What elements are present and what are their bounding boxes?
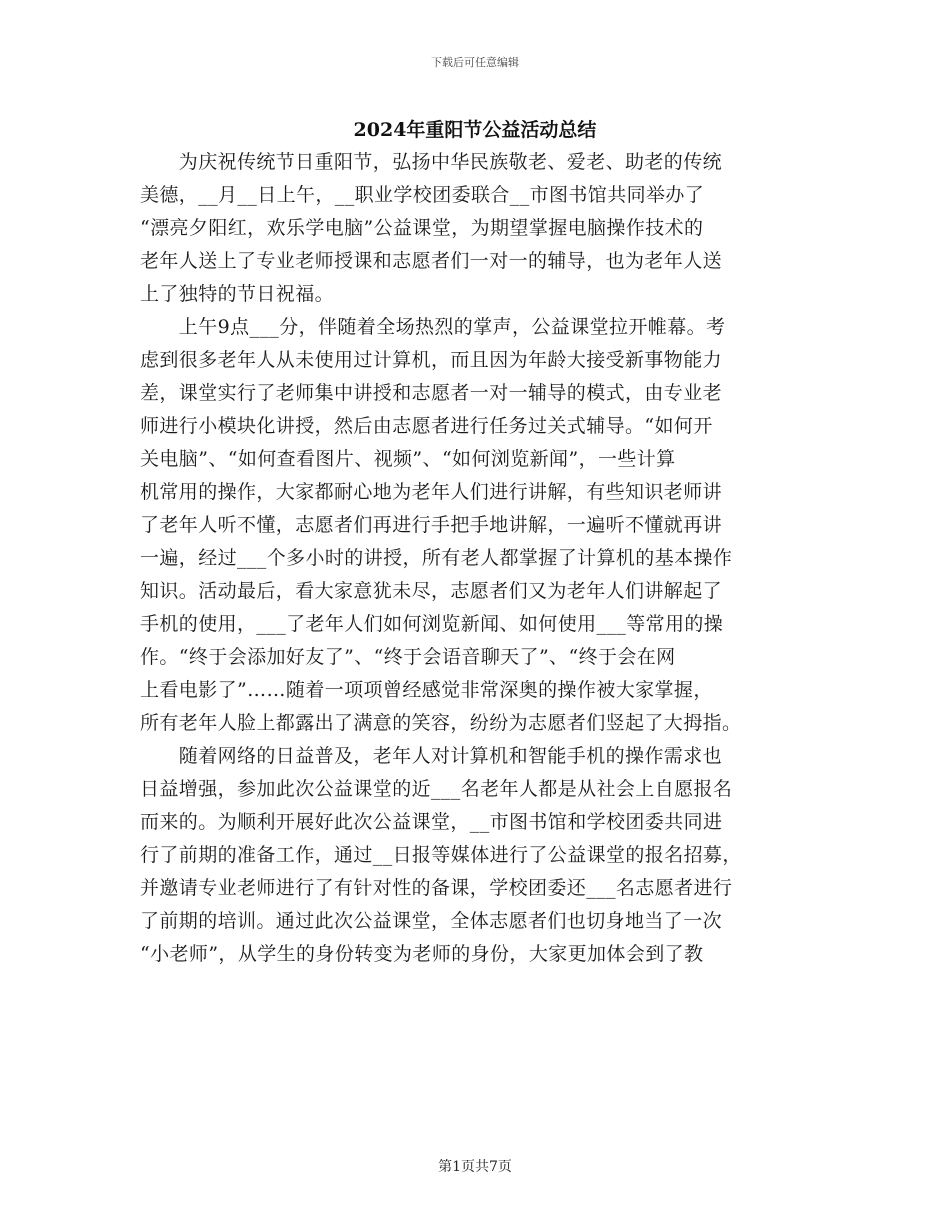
text-line: 知识。活动最后，看大家意犹未尽，志愿者们又为老年人们讲解起了	[140, 580, 723, 602]
paragraph-3	[140, 740, 815, 971]
text-line: 作。“终于会添加好友了”、“终于会语音聊天了”、“终于会在网	[140, 646, 676, 668]
document-title: 2024年重阳节公益活动总结	[353, 119, 597, 141]
text-line: 虑到很多老年人从未使用过计算机，而且因为年龄大接受新事物能力	[140, 349, 723, 371]
text-line: 差，课堂实行了老师集中讲授和志愿者一对一辅导的模式，由专业老	[140, 382, 723, 404]
text-line: 一遍，经过___个多小时的讲授，所有老人都掌握了计算机的基本操作	[140, 547, 733, 569]
text-line: 了前期的培训。通过此次公益课堂，全体志愿者们也切身地当了一次	[140, 910, 723, 932]
text-line: 手机的使用，___了老年人们如何浏览新闻、如何使用___等常用的操	[140, 613, 724, 635]
text-line: 机常用的操作，大家都耐心地为老年人们进行讲解，有些知识老师讲	[140, 481, 723, 503]
paragraph-2	[140, 311, 815, 740]
header-note: 下载后可任意编辑	[431, 56, 519, 69]
text-line: 并邀请专业老师进行了有针对性的备课，学校团委还___名志愿者进行	[140, 877, 733, 899]
text-line: 上午9点___分，伴随着全场热烈的掌声，公益课堂拉开帷幕。考	[140, 316, 726, 338]
document-body	[140, 146, 815, 971]
text-line: 而来的。为顺利开展好此次公益课堂，__市图书馆和学校团委共同进	[140, 811, 723, 833]
text-line: 美德，__月__日上午，__职业学校团委联合__市图书馆共同举办了	[140, 184, 705, 206]
text-line: 上了独特的节日祝福。	[140, 283, 335, 305]
text-line: 老年人送上了专业老师授课和志愿者们一对一的辅导，也为老年人送	[140, 250, 723, 272]
text-line: 随着网络的日益普及，老年人对计算机和智能手机的操作需求也	[140, 745, 723, 767]
paragraph-1	[140, 146, 815, 311]
text-line: 关电脑”、“如何查看图片、视频”、“如何浏览新闻”，一些计算	[140, 448, 676, 470]
text-line: “小老师”，从学生的身份转变为老师的身份，大家更加体会到了教	[140, 943, 704, 965]
page-number-footer: 第1页共7页	[438, 1159, 512, 1175]
text-line: 了老年人听不懂，志愿者们再进行手把手地讲解，一遍听不懂就再讲	[140, 514, 723, 536]
text-line: 日益增强，参加此次公益课堂的近___名老年人都是从社会上自愿报名	[140, 778, 733, 800]
text-line: 上看电影了”……随着一项项曾经感觉非常深奥的操作被大家掌握，	[140, 679, 713, 701]
text-line: “漂亮夕阳红，欢乐学电脑”公益课堂，为期望掌握电脑操作技术的	[140, 217, 704, 239]
text-line: 所有老年人脸上都露出了满意的笑容，纷纷为志愿者们竖起了大拇指。	[140, 712, 742, 734]
text-line: 行了前期的准备工作，通过__日报等媒体进行了公益课堂的报名招募，	[140, 844, 742, 866]
text-line: 为庆祝传统节日重阳节，弘扬中华民族敬老、爱老、助老的传统	[140, 151, 723, 173]
text-line: 师进行小模块化讲授，然后由志愿者进行任务过关式辅导。“如何开	[140, 415, 713, 437]
